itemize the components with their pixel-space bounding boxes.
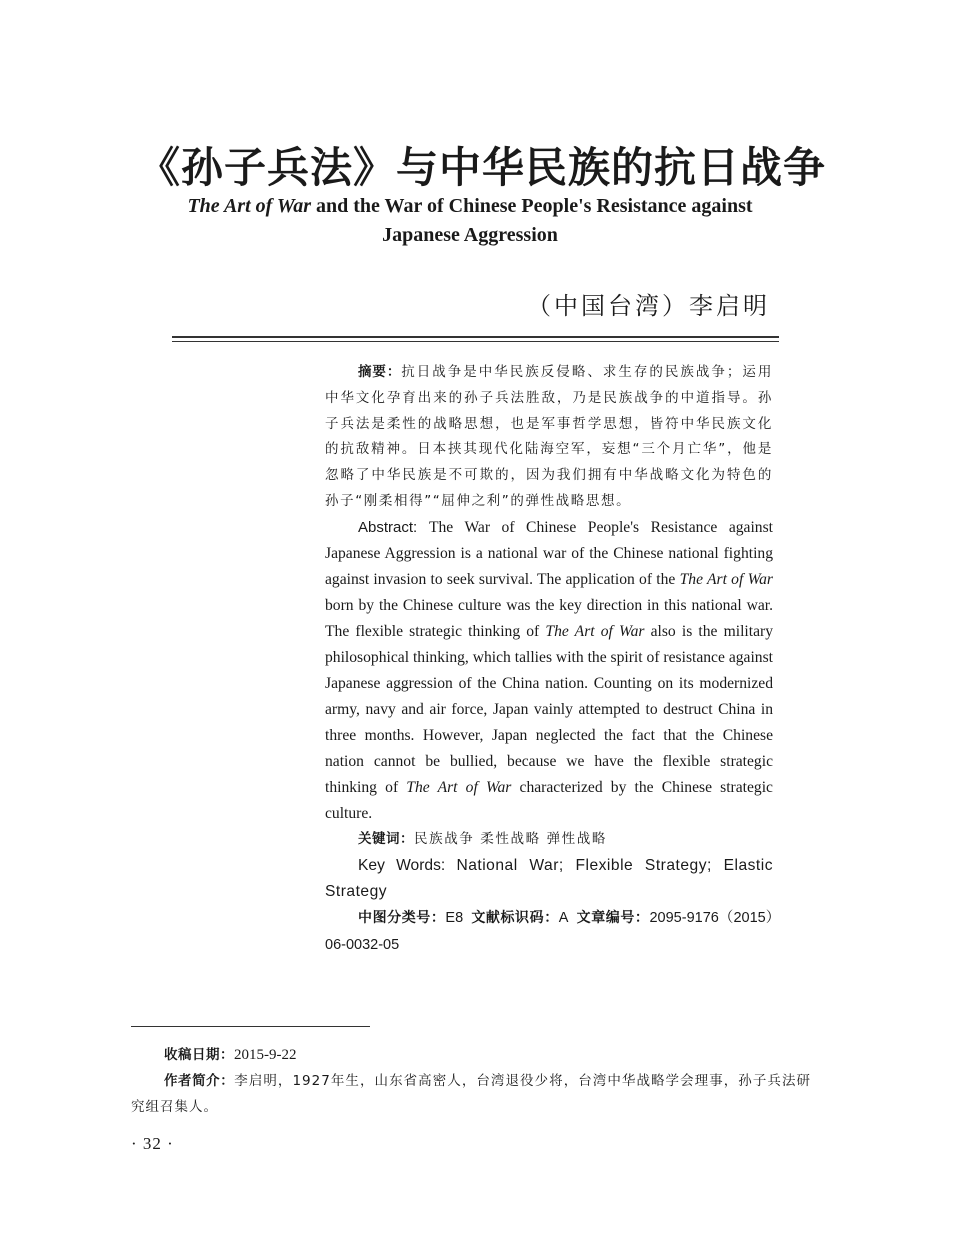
footnote-rule	[131, 1026, 370, 1027]
classification-line	[325, 905, 773, 959]
abstract-chinese-text: 抗日战争是中华民族反侵略、求生存的民族战争；运用中华文化孕育出来的孙子兵法胜敌，乃是民族战争的中道指导。孙子兵法是柔性的战略思想，也是军事哲学思想，皆符中华民族文化的抗敌精神。日本挟其现代化陆海空军，妄想“三个月亡华”，他是忽略了中华民族是不可欺的，因为我们拥有中华战略文化为特色的孙子“刚柔相得”“屈伸之利”的弹性战略思想。	[325, 364, 774, 509]
footnotes	[131, 1042, 811, 1120]
abstract-english-seg4: characterized by the Chinese strategic culture.	[325, 778, 773, 822]
abstract-chinese-label: 摘要：	[358, 364, 402, 380]
author-bio-text: 李启明，1927年生，山东省高密人，台湾退役少将，台湾中华战略学会理事，孙子兵法研究组召集人。	[131, 1073, 812, 1115]
author-bio-label: 作者简介：	[164, 1073, 235, 1089]
title-english-line1: and the War of Chinese People's Resistance against	[311, 195, 753, 217]
keywords-english-label: Key Words:	[358, 856, 457, 874]
article-number-label: 文章编号：	[576, 909, 650, 926]
header-rule-thick	[172, 336, 779, 338]
keywords-chinese-label: 关键词：	[358, 830, 414, 847]
abstract-english-label: Abstract:	[358, 518, 429, 536]
keywords-chinese-text: 民族战争 柔性战略 弹性战略	[414, 830, 607, 847]
clc-value: E8	[445, 909, 464, 926]
title-english-italic: The Art of War	[187, 195, 312, 217]
article-number-value: 2095-9176（2015）06-0032-05	[325, 909, 774, 953]
title-english-line2: Japanese Aggression	[382, 224, 558, 246]
title-chinese: 《孙子兵法》与中华民族的抗日战争	[137, 143, 826, 192]
keywords-chinese	[325, 827, 773, 853]
abstract-english-seg1: The War of Chinese People's Resistance against Japanese Aggression is a national war of the Chinese national fighting against invasion to seek survival. The application of the	[325, 518, 773, 588]
keywords-english-text: National War; Flexible Strategy; Elastic Strategy	[325, 856, 774, 900]
abstract-english-seg3: also is the military philosophical thinking, which tallies with the spirit of resistance against Japanese aggression of the China nation. Counting on its modernized army, navy and air force, Japan vainly attempted to destruct China in three months. However, Japan neglected the fact that the Chinese nation cannot be bullied, because we have the flexible strategic thinking of	[325, 622, 773, 796]
author-byline: （中国台湾）李启明	[527, 292, 770, 320]
keywords-english	[325, 853, 773, 905]
received-date: 2015-9-22	[234, 1047, 297, 1063]
abstract-chinese	[325, 360, 773, 515]
abstract-english-seg2: born by the Chinese culture was the key direction in this national war. The flexible strategic thinking of	[325, 596, 773, 640]
footnote-author-bio	[131, 1068, 811, 1120]
abstract-english-italic3: The Art of War	[406, 778, 512, 796]
clc-label: 中图分类号：	[358, 909, 446, 926]
abstract-english-italic2: The Art of War	[545, 622, 645, 640]
page-number: · 32 ·	[131, 1134, 174, 1153]
title-english	[160, 192, 780, 250]
footnote-received	[131, 1042, 811, 1068]
doc-code-value: A	[558, 909, 569, 926]
doc-code-label: 文献标识码：	[471, 909, 559, 926]
abstract-english-italic1: The Art of War	[679, 570, 773, 588]
received-label: 收稿日期：	[164, 1047, 234, 1063]
abstract-english	[325, 515, 773, 827]
header-rule-thin	[172, 341, 779, 342]
abstract-block	[325, 360, 773, 959]
